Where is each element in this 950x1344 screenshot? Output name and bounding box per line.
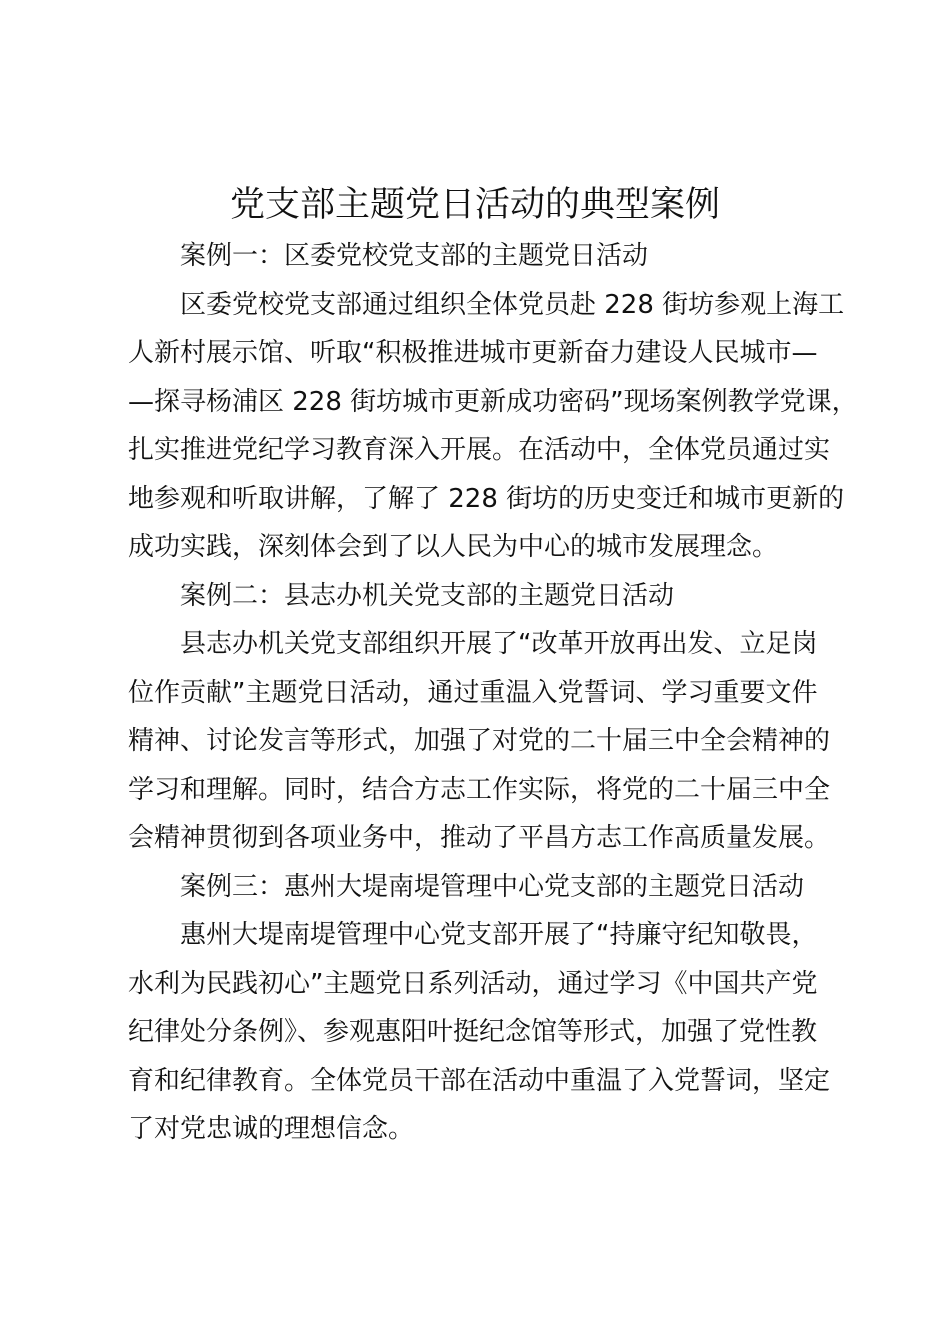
- document-body: [128, 232, 858, 1154]
- case-paragraph-2: [128, 620, 840, 863]
- text-line: 案例二：县志办机关党支部的主题党日活动: [180, 580, 675, 611]
- text-line: —探寻杨浦区 228 街坊城市更新成功密码”现场案例教学党课，: [128, 386, 858, 417]
- case-heading-3: [128, 863, 840, 912]
- text-line: 成功实践，深刻体会到了以人民为中心的城市发展理念。: [128, 532, 779, 562]
- text-line: 扎实推进党纪学习教育深入开展。在活动中，全体党员通过实: [128, 435, 831, 465]
- text-line: 人新村展示馆、听取“积极推进城市更新奋力建设人民城市—: [128, 338, 818, 368]
- case-paragraph-1: [128, 281, 858, 572]
- text-line: 案例一：区委党校党支部的主题党日活动: [180, 241, 649, 271]
- text-line: 惠州大堤南堤管理中心党支部开展了“持廉守纪知敬畏，: [180, 920, 818, 950]
- text-line: 位作贡献”主题党日活动，通过重温入党誓词、学习重要文件: [128, 677, 818, 708]
- case-heading-2: [128, 572, 840, 621]
- text-line: 水利为民践初心”主题党日系列活动，通过学习《中国共产党: [128, 968, 818, 999]
- text-line: 学习和理解。同时，结合方志工作实际，将党的二十届三中全: [128, 774, 831, 805]
- text-line: 了对党忠诚的理想信念。: [128, 1114, 415, 1144]
- text-line: 县志办机关党支部组织开展了“改革开放再出发、立足岗: [180, 629, 818, 659]
- text-line: 区委党校党支部通过组织全体党员赴 228 街坊参观上海工: [180, 289, 845, 320]
- text-line: 纪律处分条例》、参观惠阳叶挺纪念馆等形式，加强了党性教: [128, 1017, 818, 1047]
- text-line: 育和纪律教育。全体党员干部在活动中重温了入党誓词，坚定: [128, 1065, 831, 1096]
- text-line: 会精神贯彻到各项业务中，推动了平昌方志工作高质量发展。: [128, 823, 831, 853]
- text-line: 案例三：惠州大堤南堤管理中心党支部的主题党日活动: [180, 871, 805, 902]
- text-line: 地参观和听取讲解，了解了 228 街坊的历史变迁和城市更新的: [128, 483, 845, 514]
- text-line: 精神、讨论发言等形式，加强了对党的二十届三中全会精神的: [128, 726, 831, 756]
- document-title: 党支部主题党日活动的典型案例: [229, 185, 720, 225]
- case-heading-1: [128, 232, 840, 281]
- case-paragraph-3: [128, 911, 840, 1154]
